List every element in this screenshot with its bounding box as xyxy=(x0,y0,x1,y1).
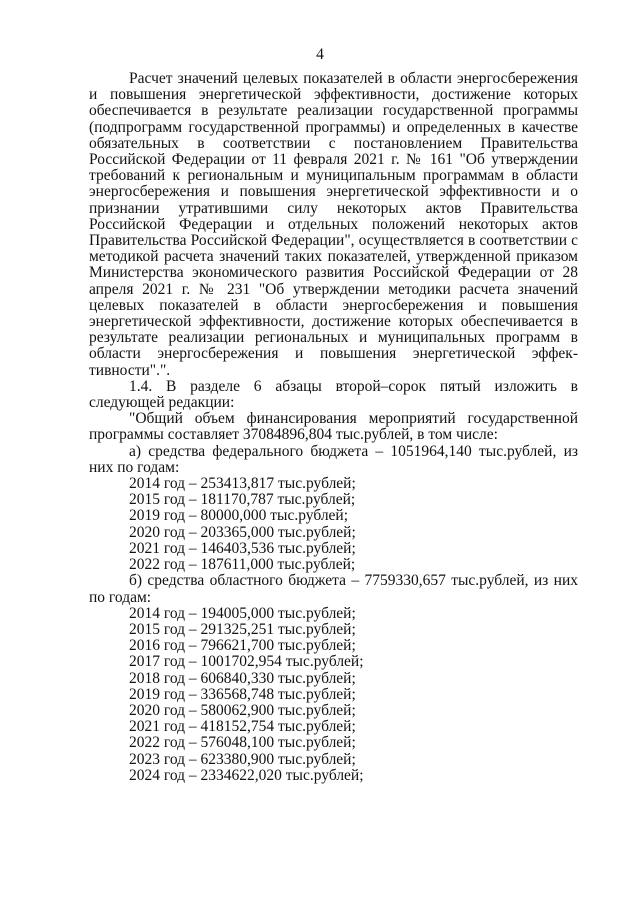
paragraph-energy-targets: Расчет значений целевых показателей в области энергосбережения и повышения энергетической эффективности, достижение которых обеспечивается в результате реализации государственной программы (подпрограмм государственной программы) и определенных в качестве обязательных в соответствии с постановлением Правительства Российской Федерации от 11 февраля 2021 г. № 161 "Об утверждении требований к региональным и муниципальным программам в области энергосбережения и повышения энергетической эффективности и о признании утратившими силу некоторых актов Правительства Российской Федерации и отдельных положений некоторых актов Правительства Российской Федерации", осуществляется в соответствии с методикой расчета значений таких показателей, утвержденной приказом Министерства экономического развития Российской Федерации от 28 апреля 2021 г. № 231 "Об утверждении методики расчета значений целевых показателей в области энергосбережения и повышения энергетической эффективности, достижение которых обеспечивается в результате реализации региональных и муниципальных программ в области энергосбережения и повышения энергетической эффективности".". xyxy=(89,70,578,379)
paragraph-regional-budget: б) средства областного бюджета – 7759330,657 тыс.рублей, из них по годам: xyxy=(89,572,578,606)
list-item: 2021 год – 146403,536 тыс.рублей; xyxy=(129,539,356,557)
federal-years-list xyxy=(89,476,578,573)
list-item: 2023 год – 623380,900 тыс.рублей; xyxy=(129,750,356,768)
list-item: 2014 год – 253413,817 тыс.рублей; xyxy=(129,475,356,493)
list-item: 2020 год – 580062,900 тыс.рублей; xyxy=(129,701,356,719)
paragraph-federal-budget: а) средства федерального бюджета – 1051964,140 тыс.рублей, из них по годам: xyxy=(89,442,578,476)
list-item: 2018 год – 606840,330 тыс.рублей; xyxy=(129,669,356,687)
document-body xyxy=(89,71,578,784)
regional-years-list xyxy=(89,606,578,784)
paragraph-total-financing: "Общий объем финансирования мероприятий государственной программы составляет 37084896,804 тыс.рублей, в том числе: xyxy=(89,410,578,444)
list-item: 2017 год – 1001702,954 тыс.рублей; xyxy=(129,653,364,671)
page-number: 4 xyxy=(316,46,324,63)
list-item: 2015 год – 291325,251 тыс.рублей; xyxy=(129,620,356,638)
list-item: 2022 год – 187611,000 тыс.рублей; xyxy=(129,556,356,574)
list-item: 2014 год – 194005,000 тыс.рублей; xyxy=(129,604,356,622)
list-item: 2016 год – 796621,700 тыс.рублей; xyxy=(129,637,356,655)
list-item: 2019 год – 336568,748 тыс.рублей; xyxy=(129,685,356,703)
list-item: 2020 год – 203365,000 тыс.рублей; xyxy=(129,523,356,541)
list-item: 2021 год – 418152,754 тыс.рублей; xyxy=(129,718,356,736)
list-item: 2022 год – 576048,100 тыс.рублей; xyxy=(129,734,356,752)
list-item: 2015 год – 181170,787 тыс.рублей; xyxy=(129,491,356,509)
list-item: 2024 год – 2334622,020 тыс.рублей; xyxy=(129,766,364,784)
list-item: 2019 год – 80000,000 тыс.рублей; xyxy=(129,507,349,525)
paragraph-section-6-amendment: 1.4. В разделе 6 абзацы второй–сорок пятый изложить в следующей редакции: xyxy=(89,377,578,412)
